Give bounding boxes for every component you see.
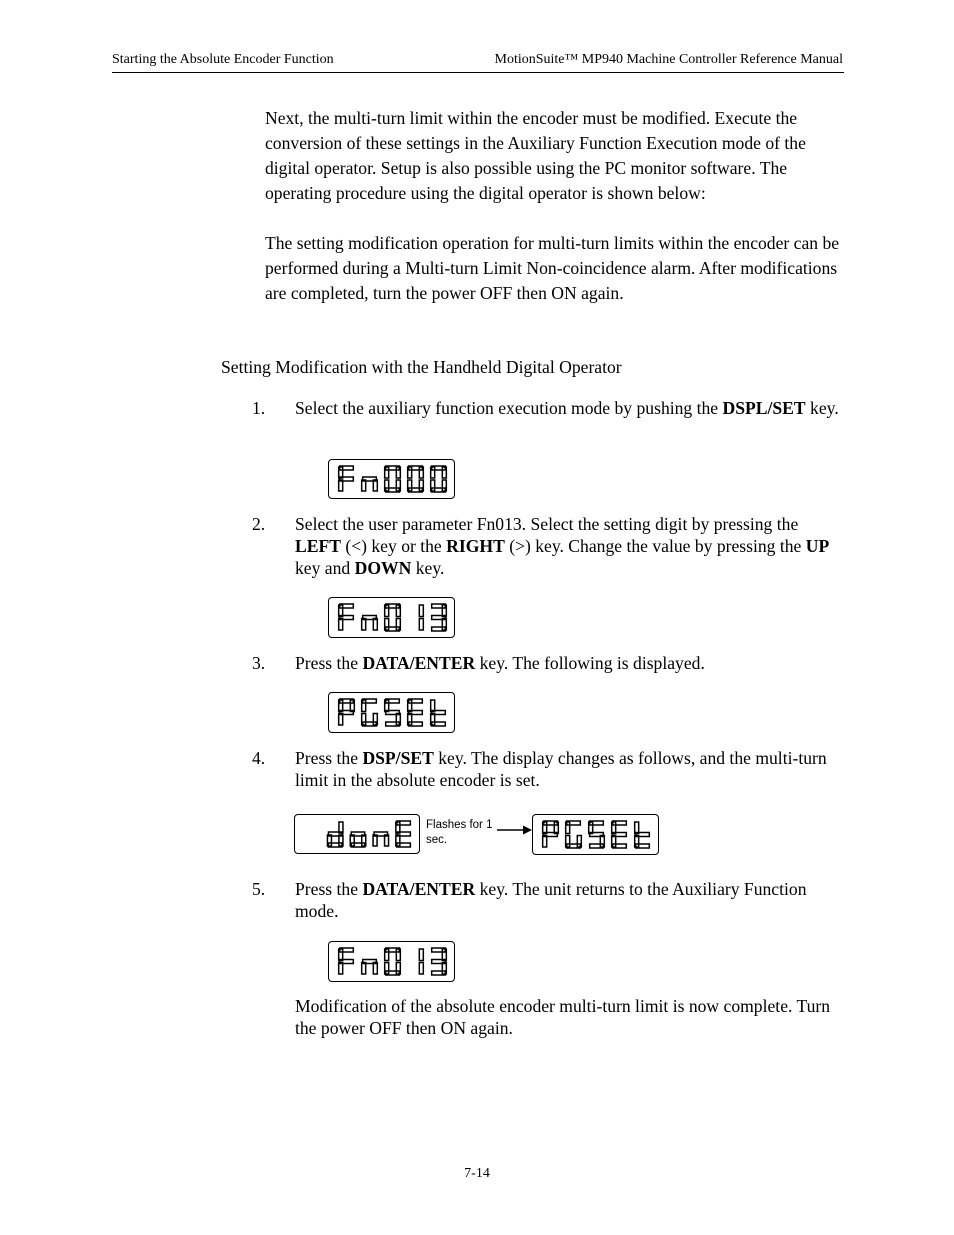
segment-digit — [362, 960, 378, 975]
segment-digit — [339, 948, 354, 974]
segment-f — [362, 700, 366, 712]
segment-g — [397, 832, 411, 836]
segment-b — [396, 467, 400, 478]
segment-digit — [589, 821, 605, 848]
seven-segment-digits — [329, 693, 454, 732]
segment-digit — [339, 604, 354, 630]
segment-digit — [350, 832, 366, 847]
segment-digit — [385, 699, 401, 726]
segment-digit — [432, 948, 447, 975]
segment-digit — [373, 832, 389, 846]
segment-b — [442, 467, 446, 478]
segment-d — [386, 722, 400, 726]
segment-digit — [339, 699, 355, 725]
segment-b — [396, 949, 400, 961]
step-3-text: Press the DATA/ENTER key. The following is displayed. — [295, 653, 705, 673]
running-header-left: Starting the Absolute Encoder Function — [112, 52, 334, 67]
segment-g — [328, 832, 342, 836]
closing-paragraph: Modification of the absolute encoder multi-turn limit is now complete. Turn the power OFF then ON again. — [295, 996, 831, 1038]
step-5-text: Press the DATA/ENTER key. The unit returns to the Auxiliary Function mode. — [295, 879, 807, 921]
segment-digit — [612, 821, 627, 848]
segment-f — [566, 822, 570, 834]
segment-g — [363, 616, 377, 620]
segment-c — [419, 963, 423, 975]
page-number: 7-14 — [464, 1166, 490, 1181]
segment-digit — [362, 616, 378, 631]
segment-digit — [431, 466, 447, 492]
segment-e — [566, 836, 570, 848]
seven-segment-digits — [329, 942, 454, 981]
segment-f — [385, 467, 389, 478]
flash-arrow — [497, 824, 533, 836]
segment-e — [385, 963, 389, 975]
header-rule — [112, 72, 844, 73]
segment-g — [636, 833, 650, 837]
segment-digit — [385, 948, 401, 975]
segment-d — [432, 627, 446, 631]
step-3-number: 3. — [252, 653, 266, 673]
segment-e — [431, 480, 435, 491]
segment-g — [386, 711, 400, 715]
step-4-led-display-pgset — [532, 814, 659, 855]
segment-e — [385, 480, 389, 491]
segment-e — [385, 619, 389, 631]
segment-g — [340, 711, 354, 715]
segment-d — [590, 844, 604, 848]
segment-b — [396, 605, 400, 617]
running-header-right: MotionSuite™ MP940 Machine Controller Reference Manual — [494, 52, 843, 67]
step-5-led-display — [328, 941, 455, 982]
step-3-led-display — [328, 692, 455, 733]
segment-digit — [408, 466, 424, 492]
segment-digit — [432, 604, 447, 631]
step-5-number: 5. — [252, 879, 266, 899]
segment-g — [613, 833, 627, 837]
step-1-led-display — [328, 459, 455, 499]
segment-digit — [339, 466, 354, 491]
segment-e — [408, 480, 412, 491]
segment-g — [432, 616, 446, 620]
segment-f — [385, 605, 389, 617]
intro-paragraph-1: Next, the multi-turn limit within the encoder must be modified. Execute the conversion of these settings in the Auxiliary Function Execution mode of the digital operator. Setup is also possible using the PC monitor software. The operating procedure using the digital operator is shown below: — [265, 108, 806, 203]
segment-digit — [635, 822, 650, 848]
segment-f — [408, 467, 412, 478]
segment-c — [419, 619, 423, 631]
segment-digit — [362, 477, 378, 491]
segment-digit — [566, 821, 582, 848]
segment-b — [419, 605, 423, 617]
segment-g — [544, 833, 558, 837]
seven-segment-digits — [329, 598, 454, 637]
step-4-text: Press the DSP/SET key. The display changes as follows, and the multi-turn limit in the absolute encoder is set. — [295, 748, 827, 790]
step-4-led-display-done — [294, 814, 420, 854]
segment-d — [432, 971, 446, 975]
segment-b — [419, 949, 423, 961]
segment-g — [351, 832, 365, 836]
segment-g — [363, 477, 377, 481]
flash-duration-label: Flashes for 1 sec. — [426, 819, 493, 846]
segment-g — [409, 711, 423, 715]
segment-digit — [408, 699, 423, 726]
step-2-led-display — [328, 597, 455, 638]
segment-g — [432, 711, 446, 715]
intro-paragraph-2: The setting modification operation for multi-turn limits within the encoder can be performed during a Multi-turn Limit Non-coincidence alarm. After modifications are completed, turn the power OFF then ON again. — [265, 233, 840, 303]
segment-digit — [431, 700, 446, 726]
segment-g — [374, 832, 388, 836]
segment-f — [431, 467, 435, 478]
segment-g — [432, 960, 446, 964]
segment-g — [340, 616, 354, 620]
step-4-number: 4. — [252, 748, 266, 768]
segment-digit — [419, 949, 423, 974]
seven-segment-digits — [295, 815, 419, 853]
segment-g — [363, 960, 377, 964]
segment-g — [590, 833, 604, 837]
segment-f — [385, 949, 389, 961]
step-1-text: Select the auxiliary function execution mode by pushing the DSPL/SET key. — [295, 398, 839, 418]
segment-e — [362, 714, 366, 726]
segment-digit — [419, 605, 423, 630]
segment-digit — [385, 466, 401, 492]
seven-segment-digits — [533, 815, 658, 854]
segment-b — [419, 467, 423, 478]
segment-digit — [396, 821, 411, 847]
segment-digit — [385, 604, 401, 631]
step-2-number: 2. — [252, 514, 266, 534]
seven-segment-digits — [329, 460, 454, 498]
segment-g — [340, 477, 354, 481]
section-title: Setting Modification with the Handheld Digital Operator — [221, 357, 622, 377]
segment-digit — [543, 821, 559, 847]
step-2-text: Select the user parameter Fn013. Select the setting digit by pressing the LEFT (<) key or the RIGHT (>) key. Change the value by pressing the UP key and DOWN key. — [295, 514, 830, 578]
segment-digit — [362, 699, 378, 726]
segment-digit — [327, 822, 343, 847]
segment-g — [340, 960, 354, 964]
step-1-number: 1. — [252, 398, 266, 418]
